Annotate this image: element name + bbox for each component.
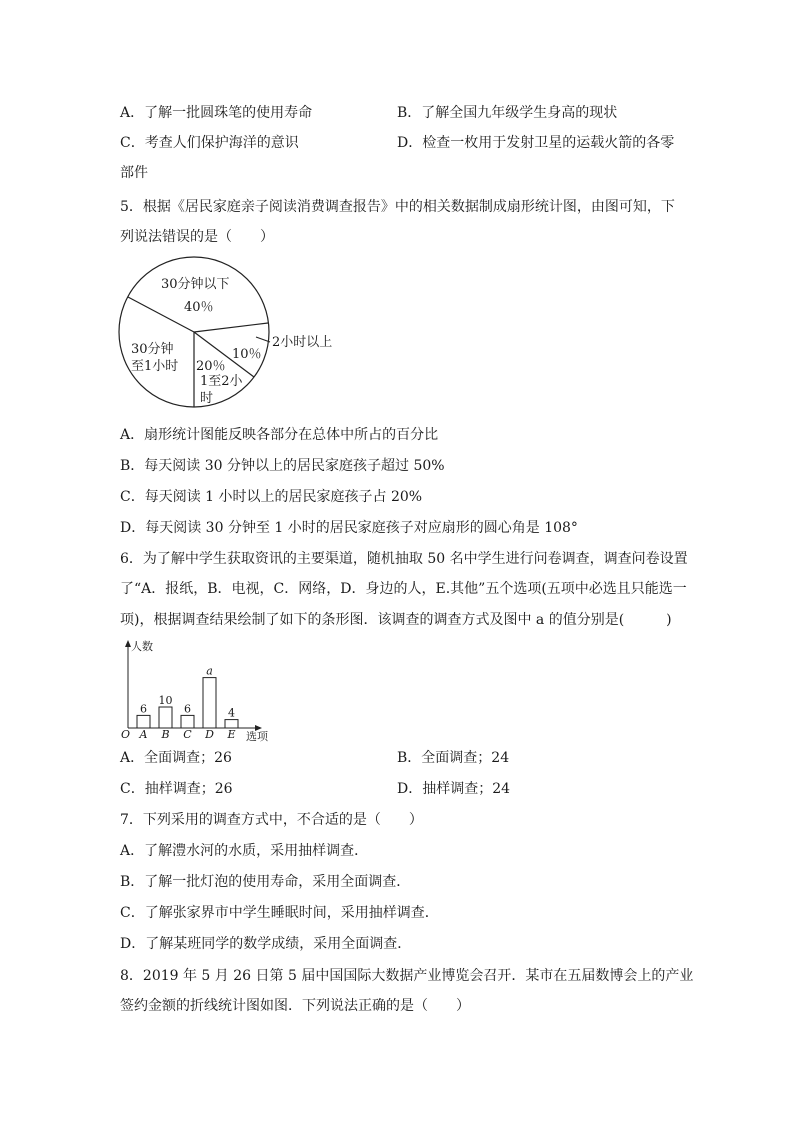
q6-option-a: A．全面调查；26 xyxy=(120,750,232,766)
q5-option-d: D．每天阅读 30 分钟至 1 小时的居民家庭孩子对应扇形的圆心角是 108° xyxy=(120,520,578,536)
q4-option-a: A．了解一批圆珠笔的使用寿命 xyxy=(120,105,313,121)
q5-option-b: B．每天阅读 30 分钟以上的居民家庭孩子超过 50% xyxy=(120,458,445,474)
q7-option-c: C．了解张家界市中学生睡眠时间，采用抽样调查． xyxy=(120,905,439,921)
bar-a xyxy=(137,715,150,728)
pie-pct-over2h: 10％ xyxy=(232,347,262,362)
q5-option-c: C．每天阅读 1 小时以上的居民家庭孩子占 20% xyxy=(120,489,423,505)
pie-pct-1to2h: 20％ xyxy=(196,359,226,374)
bar-value-label-c: 6 xyxy=(184,702,191,716)
q6-option-b: B．全面调查；24 xyxy=(397,750,510,766)
q7-stem: 7．下列采用的调查方式中，不合适的是（ ） xyxy=(120,812,423,828)
pie-label-below30: 30分钟以下 xyxy=(161,277,230,292)
bar-chart-ylabel: 人数 xyxy=(131,640,153,653)
q7-option-d: D．了解某班同学的数学成绩，采用全面调查． xyxy=(120,936,412,952)
bar-category-label-e: E xyxy=(227,728,236,741)
q4-option-c: C．考查人们保护海洋的意识 xyxy=(120,135,299,151)
pie-label-1to2h-line2: 时 xyxy=(200,391,214,406)
bar-chart xyxy=(112,636,272,746)
q4-option-d: D．检查一枚用于发射卫星的运载火箭的各零 xyxy=(397,135,675,151)
bar-chart-origin: O xyxy=(121,728,131,741)
bar-chart-xlabel: 选项 xyxy=(246,730,268,743)
bar-group xyxy=(137,665,238,741)
bar-category-label-b: B xyxy=(161,728,170,741)
bar-c xyxy=(181,715,194,728)
q6-stem-line3: 项)，根据调查结果绘制了如下的条形图．该调查的调查方式及图中 a 的值分别是( ) xyxy=(120,612,672,628)
q7-option-a: A．了解澧水河的水质，采用抽样调查． xyxy=(120,843,369,859)
q6-option-d: D．抽样调查；24 xyxy=(397,781,511,797)
pie-leader-line xyxy=(256,337,270,342)
pie-chart xyxy=(110,252,350,416)
q6-stem-line2: 了“A．报纸，B．电视，C．网络，D．身边的人，E.其他”五个选项(五项中必选且只能选一 xyxy=(120,581,687,597)
bar-value-label-e: 4 xyxy=(228,706,235,720)
bar-e xyxy=(225,720,238,728)
bar-d xyxy=(203,678,216,728)
pie-label-30m-1h-line1: 30分钟 xyxy=(131,342,174,357)
q6-stem-line1: 6．为了解中学生获取资讯的主要渠道，随机抽取 50 名中学生进行问卷调查，调查问卷设置 xyxy=(120,551,688,567)
bar-value-label-d: a xyxy=(206,664,213,678)
bar-category-label-c: C xyxy=(183,728,192,741)
bar-value-label-a: 6 xyxy=(140,702,147,716)
pie-label-30m-1h-line2: 至1小时 xyxy=(131,359,179,374)
bar-value-label-b: 10 xyxy=(158,694,173,707)
pie-label-1to2h-line1: 1至2小 xyxy=(200,374,243,389)
bar-b xyxy=(159,707,172,728)
bar-category-label-a: A xyxy=(139,728,148,741)
bar-category-label-d: D xyxy=(205,728,214,741)
q8-stem-line2: 签约金额的折线统计图如图．下列说法正确的是（ ） xyxy=(120,998,470,1014)
pie-label-over2h: 2小时以上 xyxy=(272,335,333,350)
pie-pct-below30: 40％ xyxy=(184,300,214,315)
q6-option-c: C．抽样调查；26 xyxy=(120,781,233,797)
q5-stem-line2: 列说法错误的是（ ） xyxy=(120,229,274,245)
q4-option-d-continued: 部件 xyxy=(120,165,148,181)
q4-option-b: B．了解全国九年级学生身高的现状 xyxy=(397,105,618,121)
q5-stem-line1: 5．根据《居民家庭亲子阅读消费调查报告》中的相关数据制成扇形统计图，由图可知，下 xyxy=(120,199,675,215)
q8-stem-line1: 8．2019 年 5 月 26 日第 5 届中国国际大数据产业博览会召开．某市在五届数博会上的产业 xyxy=(120,968,694,984)
q5-option-a: A．扇形统计图能反映各部分在总体中所占的百分比 xyxy=(120,427,439,443)
pie-divider-40-10 xyxy=(194,323,268,332)
q7-option-b: B．了解一批灯泡的使用寿命，采用全面调查． xyxy=(120,874,411,890)
